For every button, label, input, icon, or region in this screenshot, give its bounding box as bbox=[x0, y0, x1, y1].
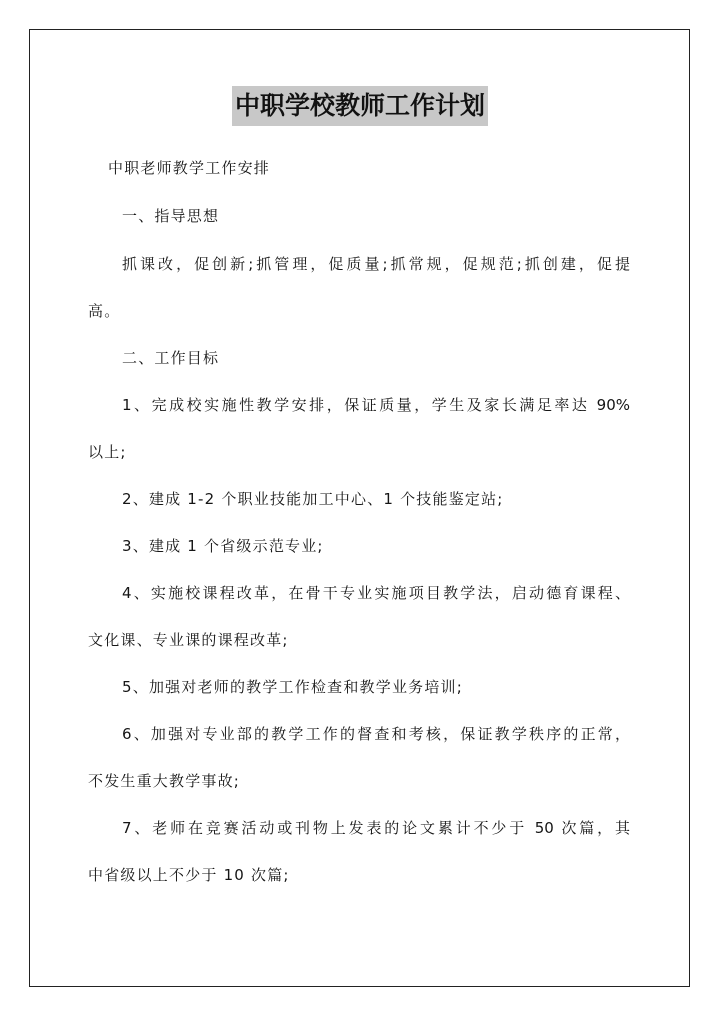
section-heading: 一、指导思想 bbox=[122, 207, 220, 225]
list-item-line: 1、完成校实施性教学安排，保证质量，学生及家长满足率达 90% bbox=[122, 396, 630, 414]
list-item-line: 6、加强对专业部的教学工作的督查和考核，保证教学秩序的正常， bbox=[122, 725, 630, 743]
document-title-wrap bbox=[0, 86, 720, 126]
section-heading: 二、工作目标 bbox=[122, 349, 220, 367]
document-title: 中职学校教师工作计划 bbox=[232, 86, 488, 126]
list-item-line: 3、建成 1 个省级示范专业; bbox=[122, 537, 324, 555]
list-item-line: 不发生重大教学事故; bbox=[88, 772, 241, 790]
list-item-line: 以上; bbox=[88, 443, 127, 461]
list-item-line: 文化课、专业课的课程改革; bbox=[88, 631, 289, 649]
list-item-line: 中省级以上不少于 10 次篇; bbox=[88, 866, 290, 884]
list-item-line: 5、加强对老师的教学工作检查和教学业务培训; bbox=[122, 678, 463, 696]
paragraph-line: 抓课改，促创新;抓管理，促质量;抓常规，促规范;抓创建，促提 bbox=[122, 255, 630, 273]
list-item-line: 4、实施校课程改革，在骨干专业实施项目教学法，启动德育课程、 bbox=[122, 584, 630, 602]
list-item-line: 2、建成 1-2 个职业技能加工中心、1 个技能鉴定站; bbox=[122, 490, 504, 508]
document-subtitle: 中职老师教学工作安排 bbox=[108, 159, 271, 177]
paragraph-line: 高。 bbox=[88, 302, 121, 320]
list-item-line: 7、老师在竞赛活动或刊物上发表的论文累计不少于 50 次篇，其 bbox=[122, 819, 630, 837]
